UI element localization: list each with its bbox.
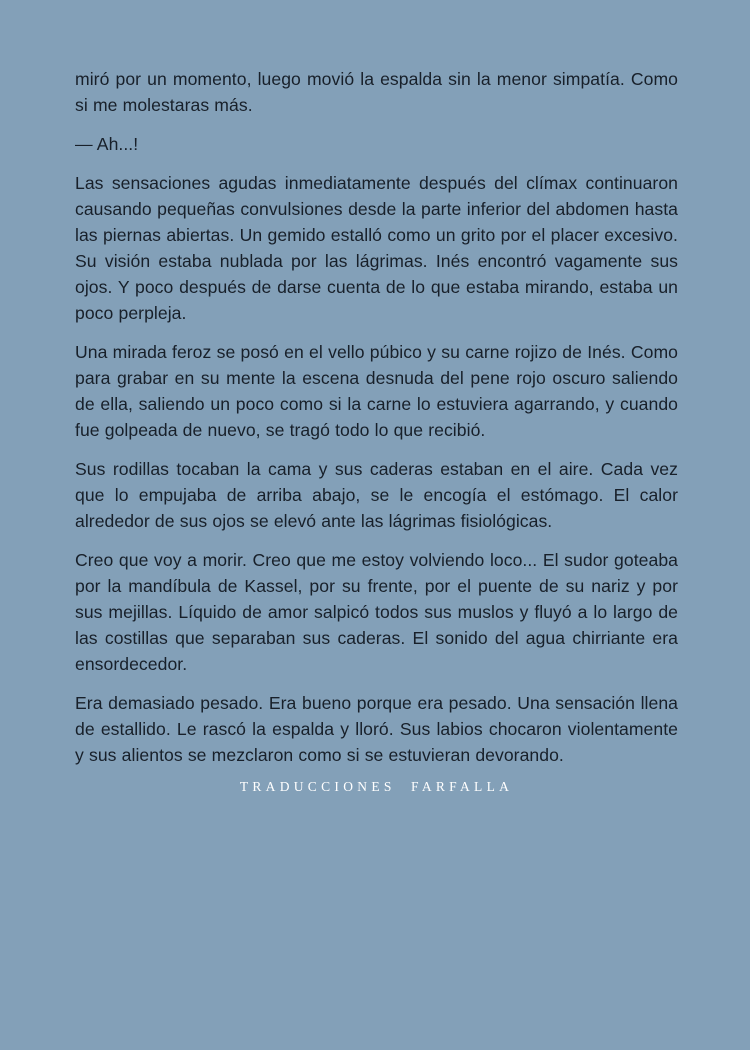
paragraph-1: miró por un momento, luego movió la espalda sin la menor simpatía. Como si me molestaras más. [75,69,678,115]
paragraph-6: Creo que voy a morir. Creo que me estoy volviendo loco... El sudor goteaba por la mandíbula de Kassel, por su frente, por el puente de su nariz y por sus mejillas. Líquido de amor salpicó todos sus muslos y fluyó a lo largo de las costillas que separaban sus caderas. El sonido del agua chirriante era ensordecedor. [75,550,678,674]
paragraph-2-dialogue: — Ah...! [75,134,139,154]
paragraph-5: Sus rodillas tocaban la cama y sus caderas estaban en el aire. Cada vez que lo empujaba de arriba abajo, se le encogía el estómago. El calor alrededor de sus ojos se elevó ante las lágrimas fisiológicas. [75,459,678,531]
paragraph-7: Era demasiado pesado. Era bueno porque era pesado. Una sensación llena de estallido. Le rascó la espalda y lloró. Sus labios chocaron violentamente y sus alientos se mezclaron como si se estuvieran devorando. [75,693,678,765]
text-column [75,66,678,797]
paragraph-3: Las sensaciones agudas inmediatamente después del clímax continuaron causando pequeñas convulsiones desde la parte inferior del abdomen hasta las piernas abiertas. Un gemido estalló como un grito por el placer excesivo. Su visión estaba nublada por las lágrimas. Inés encontró vagamente sus ojos. Y poco después de darse cuenta de lo que estaba mirando, estaba un poco perpleja. [75,173,678,323]
paragraph-4: Una mirada feroz se posó en el vello púbico y su carne rojizo de Inés. Como para grabar en su mente la escena desnuda del pene rojo oscuro saliendo de ella, saliendo un poco como si la carne lo estuviera agarrando, y cuando fue golpeada de nuevo, se tragó todo lo que recibió. [75,342,678,440]
translator-watermark: TRADUCCIONES FARFALLA [239,779,514,794]
